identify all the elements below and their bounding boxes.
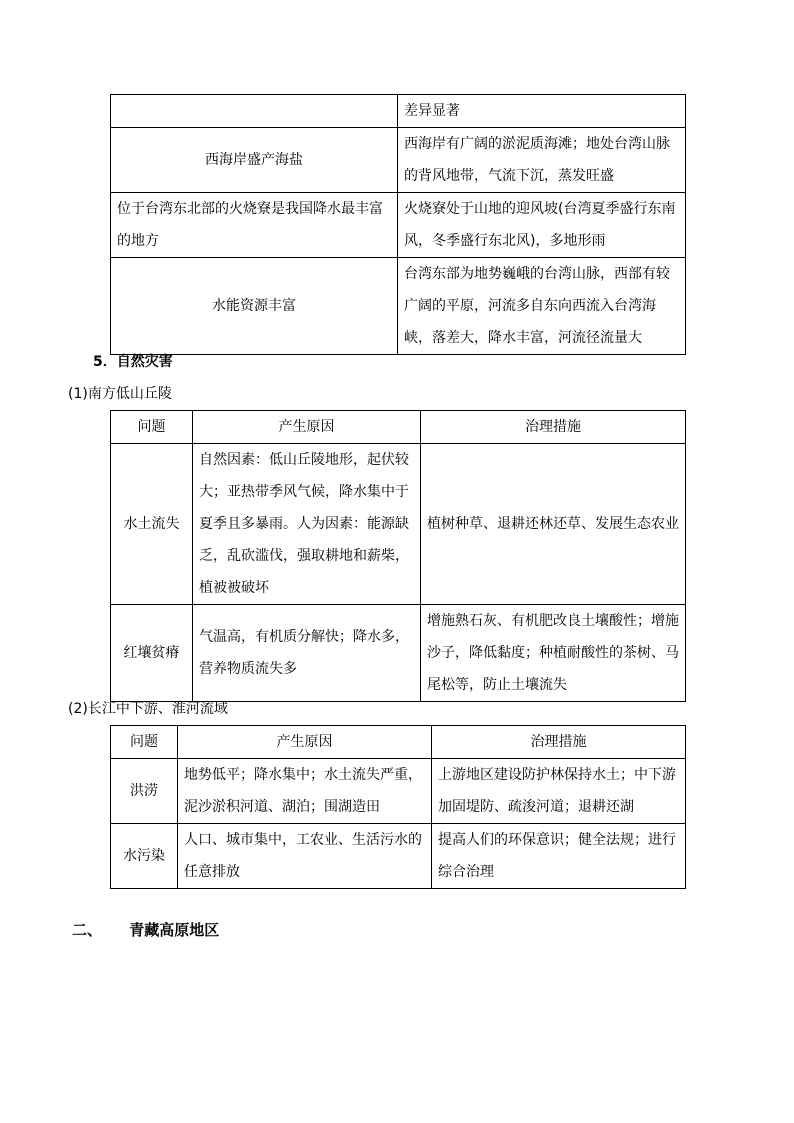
column-header: 治理措施 <box>432 726 686 759</box>
table-southern-hills <box>110 410 686 702</box>
table-row <box>111 605 686 702</box>
table-row <box>111 444 686 605</box>
column-header: 治理措施 <box>421 411 686 444</box>
cell-feature: 水能资源丰富 <box>111 258 398 355</box>
column-header: 问题 <box>111 411 193 444</box>
table-header-row <box>111 411 686 444</box>
table-row <box>111 258 686 355</box>
table-row <box>111 95 686 128</box>
section-number: 二、 <box>72 921 103 939</box>
section-title: 青藏高原地区 <box>129 921 220 939</box>
cell-cause: 自然因素：低山丘陵地形，起伏较大；亚热带季风气候，降水集中于夏季且多暴雨。人为因素：能源缺乏，乱砍滥伐，强取耕地和薪柴，植被被破坏 <box>193 444 421 605</box>
column-header: 问题 <box>111 726 178 759</box>
table-row <box>111 193 686 258</box>
section-heading: 5．自然灾害 <box>93 354 173 370</box>
table-header-row <box>111 726 686 759</box>
cell-cause: 人口、城市集中，工农业、生活污水的任意排放 <box>178 824 432 889</box>
cell-problem: 洪涝 <box>111 759 178 824</box>
table-row <box>111 759 686 824</box>
cell-measure: 上游地区建设防护林保持水土；中下游加固堤防、疏浚河道；退耕还湖 <box>432 759 686 824</box>
cell-cause: 地势低平；降水集中；水土流失严重，泥沙淤积河道、湖泊；围湖造田 <box>178 759 432 824</box>
cell-feature: 位于台湾东北部的火烧寮是我国降水最丰富的地方 <box>111 193 398 258</box>
cell-measure: 增施熟石灰、有机肥改良土壤酸性；增施沙子，降低黏度；种植耐酸性的茶树、马尾松等，防止土壤流失 <box>421 605 686 702</box>
cell-measure: 提高人们的环保意识；健全法规；进行综合治理 <box>432 824 686 889</box>
cell-reason: 火烧寮处于山地的迎风坡(台湾夏季盛行东南风，冬季盛行东北风)，多地形雨 <box>398 193 686 258</box>
table-taiwan-features <box>110 94 686 355</box>
column-header: 产生原因 <box>193 411 421 444</box>
cell-problem: 水污染 <box>111 824 178 889</box>
cell-problem: 水土流失 <box>111 444 193 605</box>
cell-feature: 西海岸盛产海盐 <box>111 128 398 193</box>
cell-reason: 台湾东部为地势巍峨的台湾山脉，西部有较广阔的平原，河流多自东向西流入台湾海峡，落差大，降水丰富，河流径流量大 <box>398 258 686 355</box>
table-row <box>111 824 686 889</box>
table-row <box>111 128 686 193</box>
cell-problem: 红壤贫瘠 <box>111 605 193 702</box>
table-yangtze-huaihe <box>110 725 686 889</box>
cell-reason: 西海岸有广阔的淤泥质海滩；地处台湾山脉的背风地带，气流下沉，蒸发旺盛 <box>398 128 686 193</box>
column-header: 产生原因 <box>178 726 432 759</box>
cell-cause: 气温高，有机质分解快；降水多，营养物质流失多 <box>193 605 421 702</box>
section-heading <box>72 920 219 940</box>
cell-reason: 差异显著 <box>398 95 686 128</box>
cell-measure: 植树种草、退耕还林还草、发展生态农业 <box>421 444 686 605</box>
cell-feature <box>111 95 398 128</box>
subsection-heading: (2)长江中下游、淮河流域 <box>68 701 228 717</box>
subsection-heading: (1)南方低山丘陵 <box>68 386 172 402</box>
